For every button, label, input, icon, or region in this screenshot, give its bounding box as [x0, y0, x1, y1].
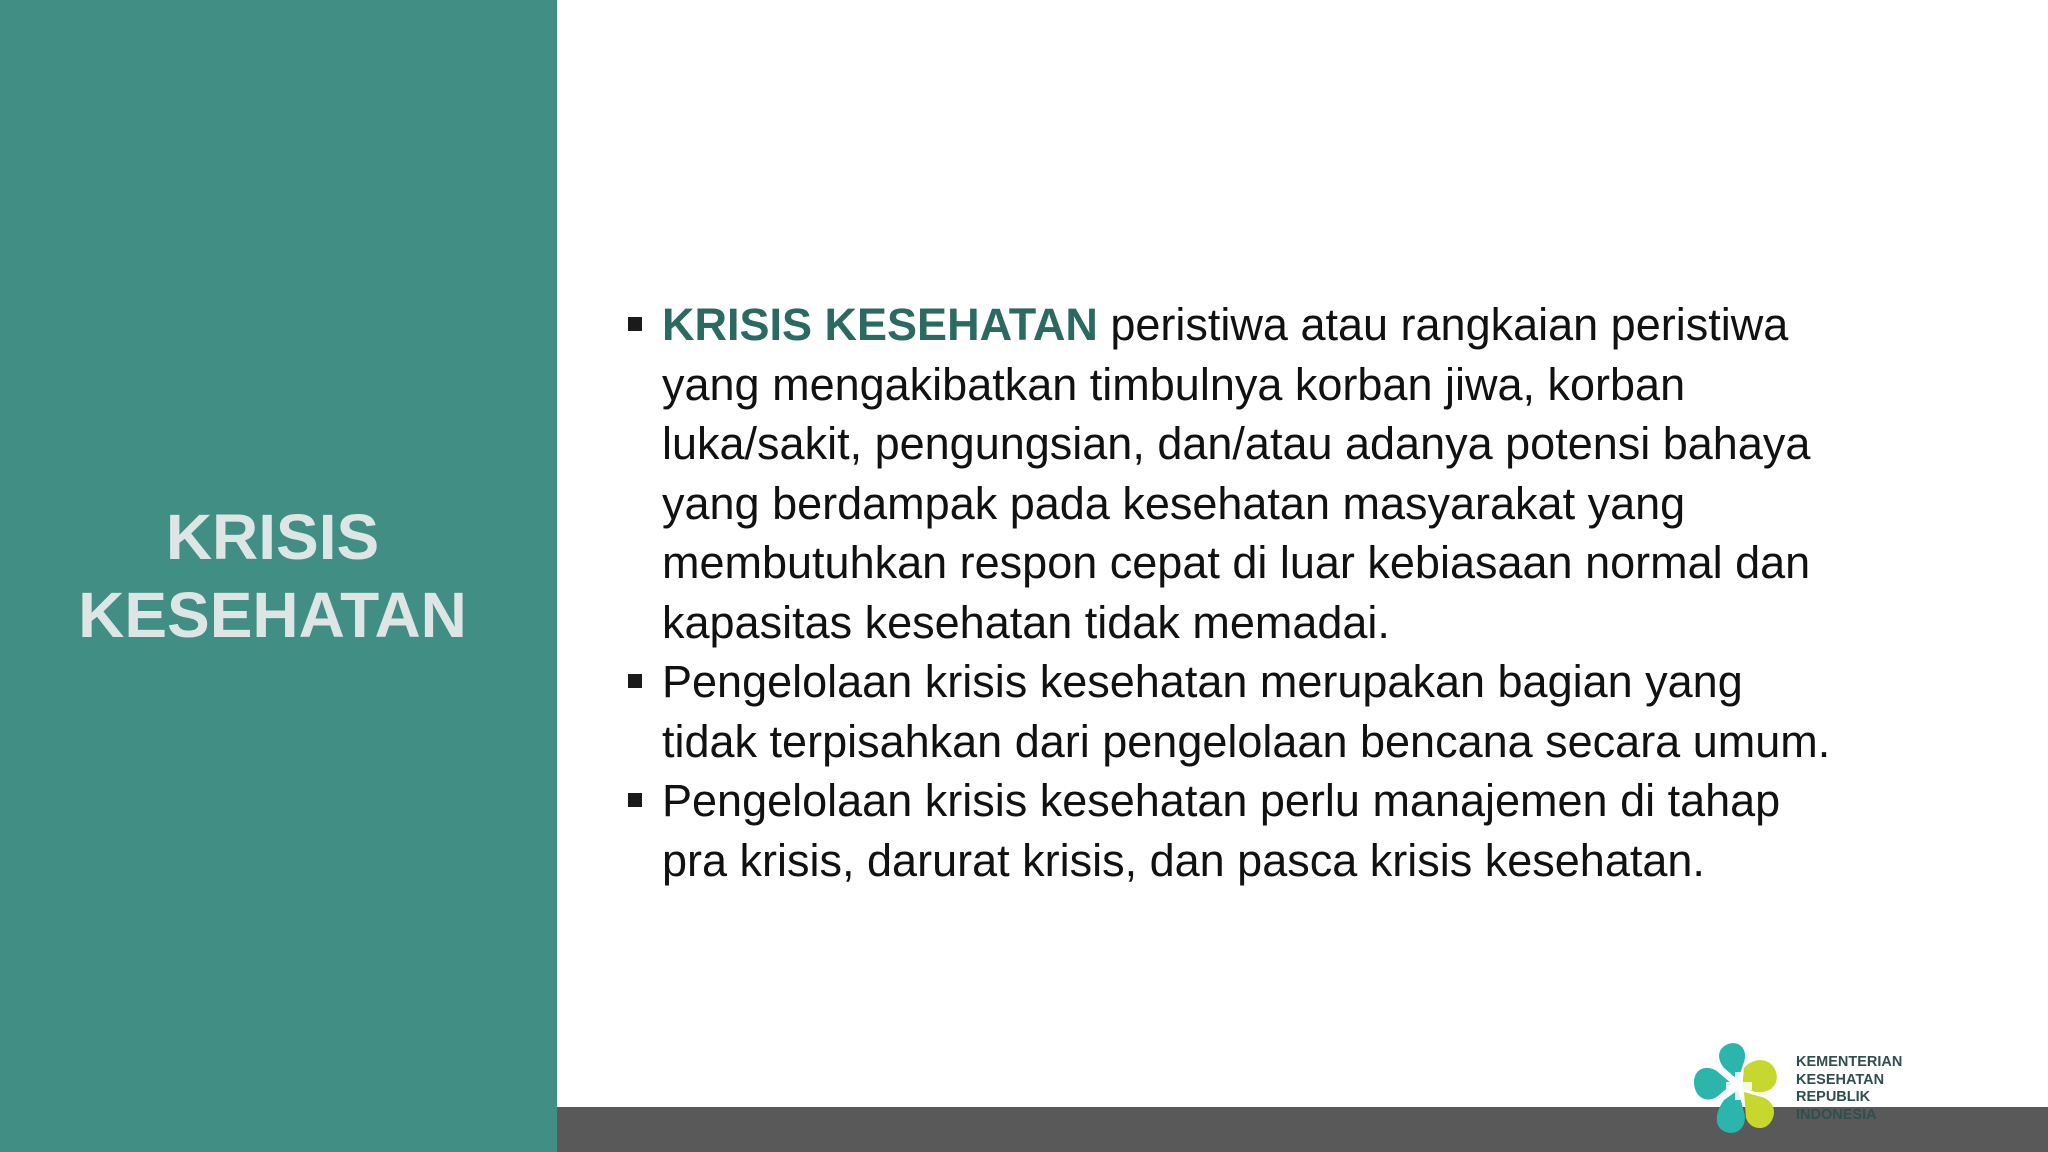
- bullet-line-text: peristiwa atau rangkaian peristiwa: [1097, 299, 1789, 350]
- square-bullet-icon: [628, 793, 642, 807]
- logo-text-line: KEMENTERIAN: [1796, 1054, 1903, 1070]
- side-title: [0, 498, 545, 654]
- bullet-line: membutuhkan respon cepat di luar kebiasaan normal dan: [662, 537, 1811, 588]
- bullet-line: tidak terpisahkan dari pengelolaan bencana secara umum.: [662, 715, 1831, 767]
- bullet-line: luka/sakit, pengungsian, dan/atau adanya potensi bahaya: [662, 418, 1811, 469]
- square-bullet-icon: [628, 674, 642, 688]
- bullet-item-management-stages: [628, 771, 1958, 890]
- logo-text-line: INDONESIA: [1796, 1106, 1877, 1123]
- bullet-line: yang mengakibatkan timbulnya korban jiwa, korban: [662, 358, 1686, 410]
- kemenkes-logo-icon: [1688, 1038, 1792, 1142]
- bullet-line: [662, 295, 1958, 355]
- square-bullet-icon: [628, 317, 642, 331]
- highlight-term: KRISIS KESEHATAN: [662, 299, 1098, 350]
- bullet-line: kapasitas kesehatan tidak memadai.: [662, 596, 1390, 648]
- bullet-line: pra krisis, darurat krisis, dan pasca krisis kesehatan.: [662, 834, 1705, 886]
- bullet-item-definition: [628, 295, 1958, 652]
- bullet-line: yang berdampak pada kesehatan masyarakat yang: [662, 477, 1686, 529]
- bullet-list: [628, 295, 1958, 890]
- logo-text-line: REPUBLIK: [1796, 1089, 1871, 1105]
- side-title-line1: KRISIS: [165, 501, 380, 573]
- side-title-line2: KESEHATAN: [78, 579, 467, 651]
- content-area: [628, 295, 1958, 890]
- side-panel: [0, 0, 557, 1152]
- ministry-logo: [1688, 1038, 1918, 1142]
- bullet-item-management-part: [628, 652, 1958, 771]
- bullet-line: Pengelolaan krisis kesehatan merupakan bagian yang: [662, 656, 1743, 707]
- logo-text: [1796, 1054, 1902, 1124]
- bullet-line: Pengelolaan krisis kesehatan perlu manajemen di tahap: [662, 775, 1781, 826]
- logo-text-line: KESEHATAN: [1796, 1071, 1885, 1088]
